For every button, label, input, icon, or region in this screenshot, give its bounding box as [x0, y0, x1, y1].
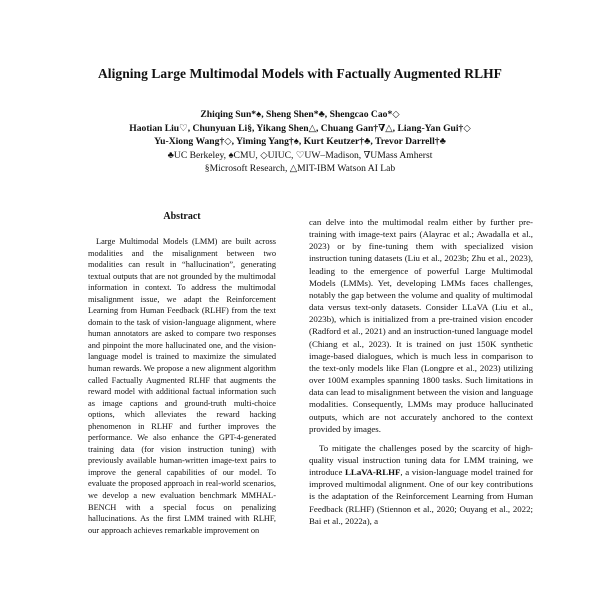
abstract-body — [88, 236, 276, 536]
paper-title: Aligning Large Multimodal Models with Factually Augmented RLHF — [98, 66, 502, 81]
authors-line-1: Zhiqing Sun*♠, Sheng Shen*♣, Shengcao Cao*◇ — [200, 109, 400, 120]
abstract-heading: Abstract — [163, 211, 201, 222]
model-name-emphasis: LLaVA-RLHF — [345, 467, 401, 478]
intro-p2-text-b: , a vision-language model trained for improved multimodal alignment. One of our key contributions is the adaptation of the Reinforcement Learning from Human Feedback (RLHF) (Stiennon et al., 2020; Ouyang et al., 2022; Bai et al., 2022a), a — [309, 467, 534, 526]
author-block — [60, 108, 540, 176]
introduction-column — [309, 216, 533, 534]
abstract-paragraph: Large Multimodal Models (LMM) are built across modalities and the misalignment between two modalities can result in “hallucination”, generating textual outputs that are not grounded by the multimodal information in context. To address the multimodal misalignment issue, we adapt the Reinforcement Learning from Human Feedback (RLHF) from the text domain to the task of vision-language alignment, where human annotators are asked to compare two responses and pinpoint the more hallucinated one, and the vision-language model is trained to maximize the simulated human rewards. We propose a new alignment algorithm called Factually Augmented RLHF that augments the reward model with additional factual information such as image captions and ground-truth multi-choice options, which alleviates the reward hacking phenomenon in RLHF and further improves the performance. We also enhance the GPT-4-generated training data (for vision instruction tuning) with previously available human-written image-text pairs to improve the general capabilities of our model. To evaluate the proposed approach in real-world scenarios, we develop a new evaluation benchmark MMHAL-BENCH with a special focus on penalizing hallucinations. As the first LMM trained with RLHF, our approach achieves remarkable improvement on — [88, 237, 276, 535]
intro-paragraph-1: can delve into the multimodal realm either by further pre-training with image-text pairs (Alayrac et al.; Awadalla et al., 2023) or by fine-tuning them with specialized vision instruction tuning datasets (Liu et al., 2023b; Zhu et al., 2023), leading to the emergence of powerful Large Multimodal Models (LMMs). Yet, developing LMMs faces challenges, notably the gap between the volume and quality of multimodal data versus text-only datasets. Consider LLaVA (Liu et al., 2023b), which is initialized from a pre-trained vision encoder (Radford et al., 2021) and an instruction-tuned language model (Chiang et al., 2023). It is trained on just 150K synthetic image-based dialogues, which is much less in comparison to the text-only models like Flan (Longpre et al., 2023) utilizing over 100M examples spanning 1800 tasks. Such limitations in data can lead to misalignment between the vision and language modalities. Consequently, LMMs may produce hallucinated outputs, which are not accurately anchored to the context provided by images. — [309, 217, 533, 434]
authors-line-3: Yu-Xiong Wang†◇, Yiming Yang†♠, Kurt Keutzer†♣, Trevor Darrell†♣ — [154, 136, 446, 147]
affiliations-line-1: ♣UC Berkeley, ♠CMU, ◇UIUC, ♡UW–Madison, ∇UMass Amherst — [167, 149, 433, 161]
intro-paragraph-2 — [309, 442, 533, 527]
authors-line-2: Haotian Liu♡, Chunyuan Li§, Yikang Shen△, Chuang Gan†∇△, Liang-Yan Gui†◇ — [129, 122, 471, 134]
intro-p2-text-a: To mitigate the challenges posed by the scarcity of high-quality visual instruction tuning data for LMM training, we introduce — [309, 442, 533, 478]
affiliations-line-2: §Microsoft Research, △MIT-IBM Watson AI Lab — [204, 163, 396, 174]
